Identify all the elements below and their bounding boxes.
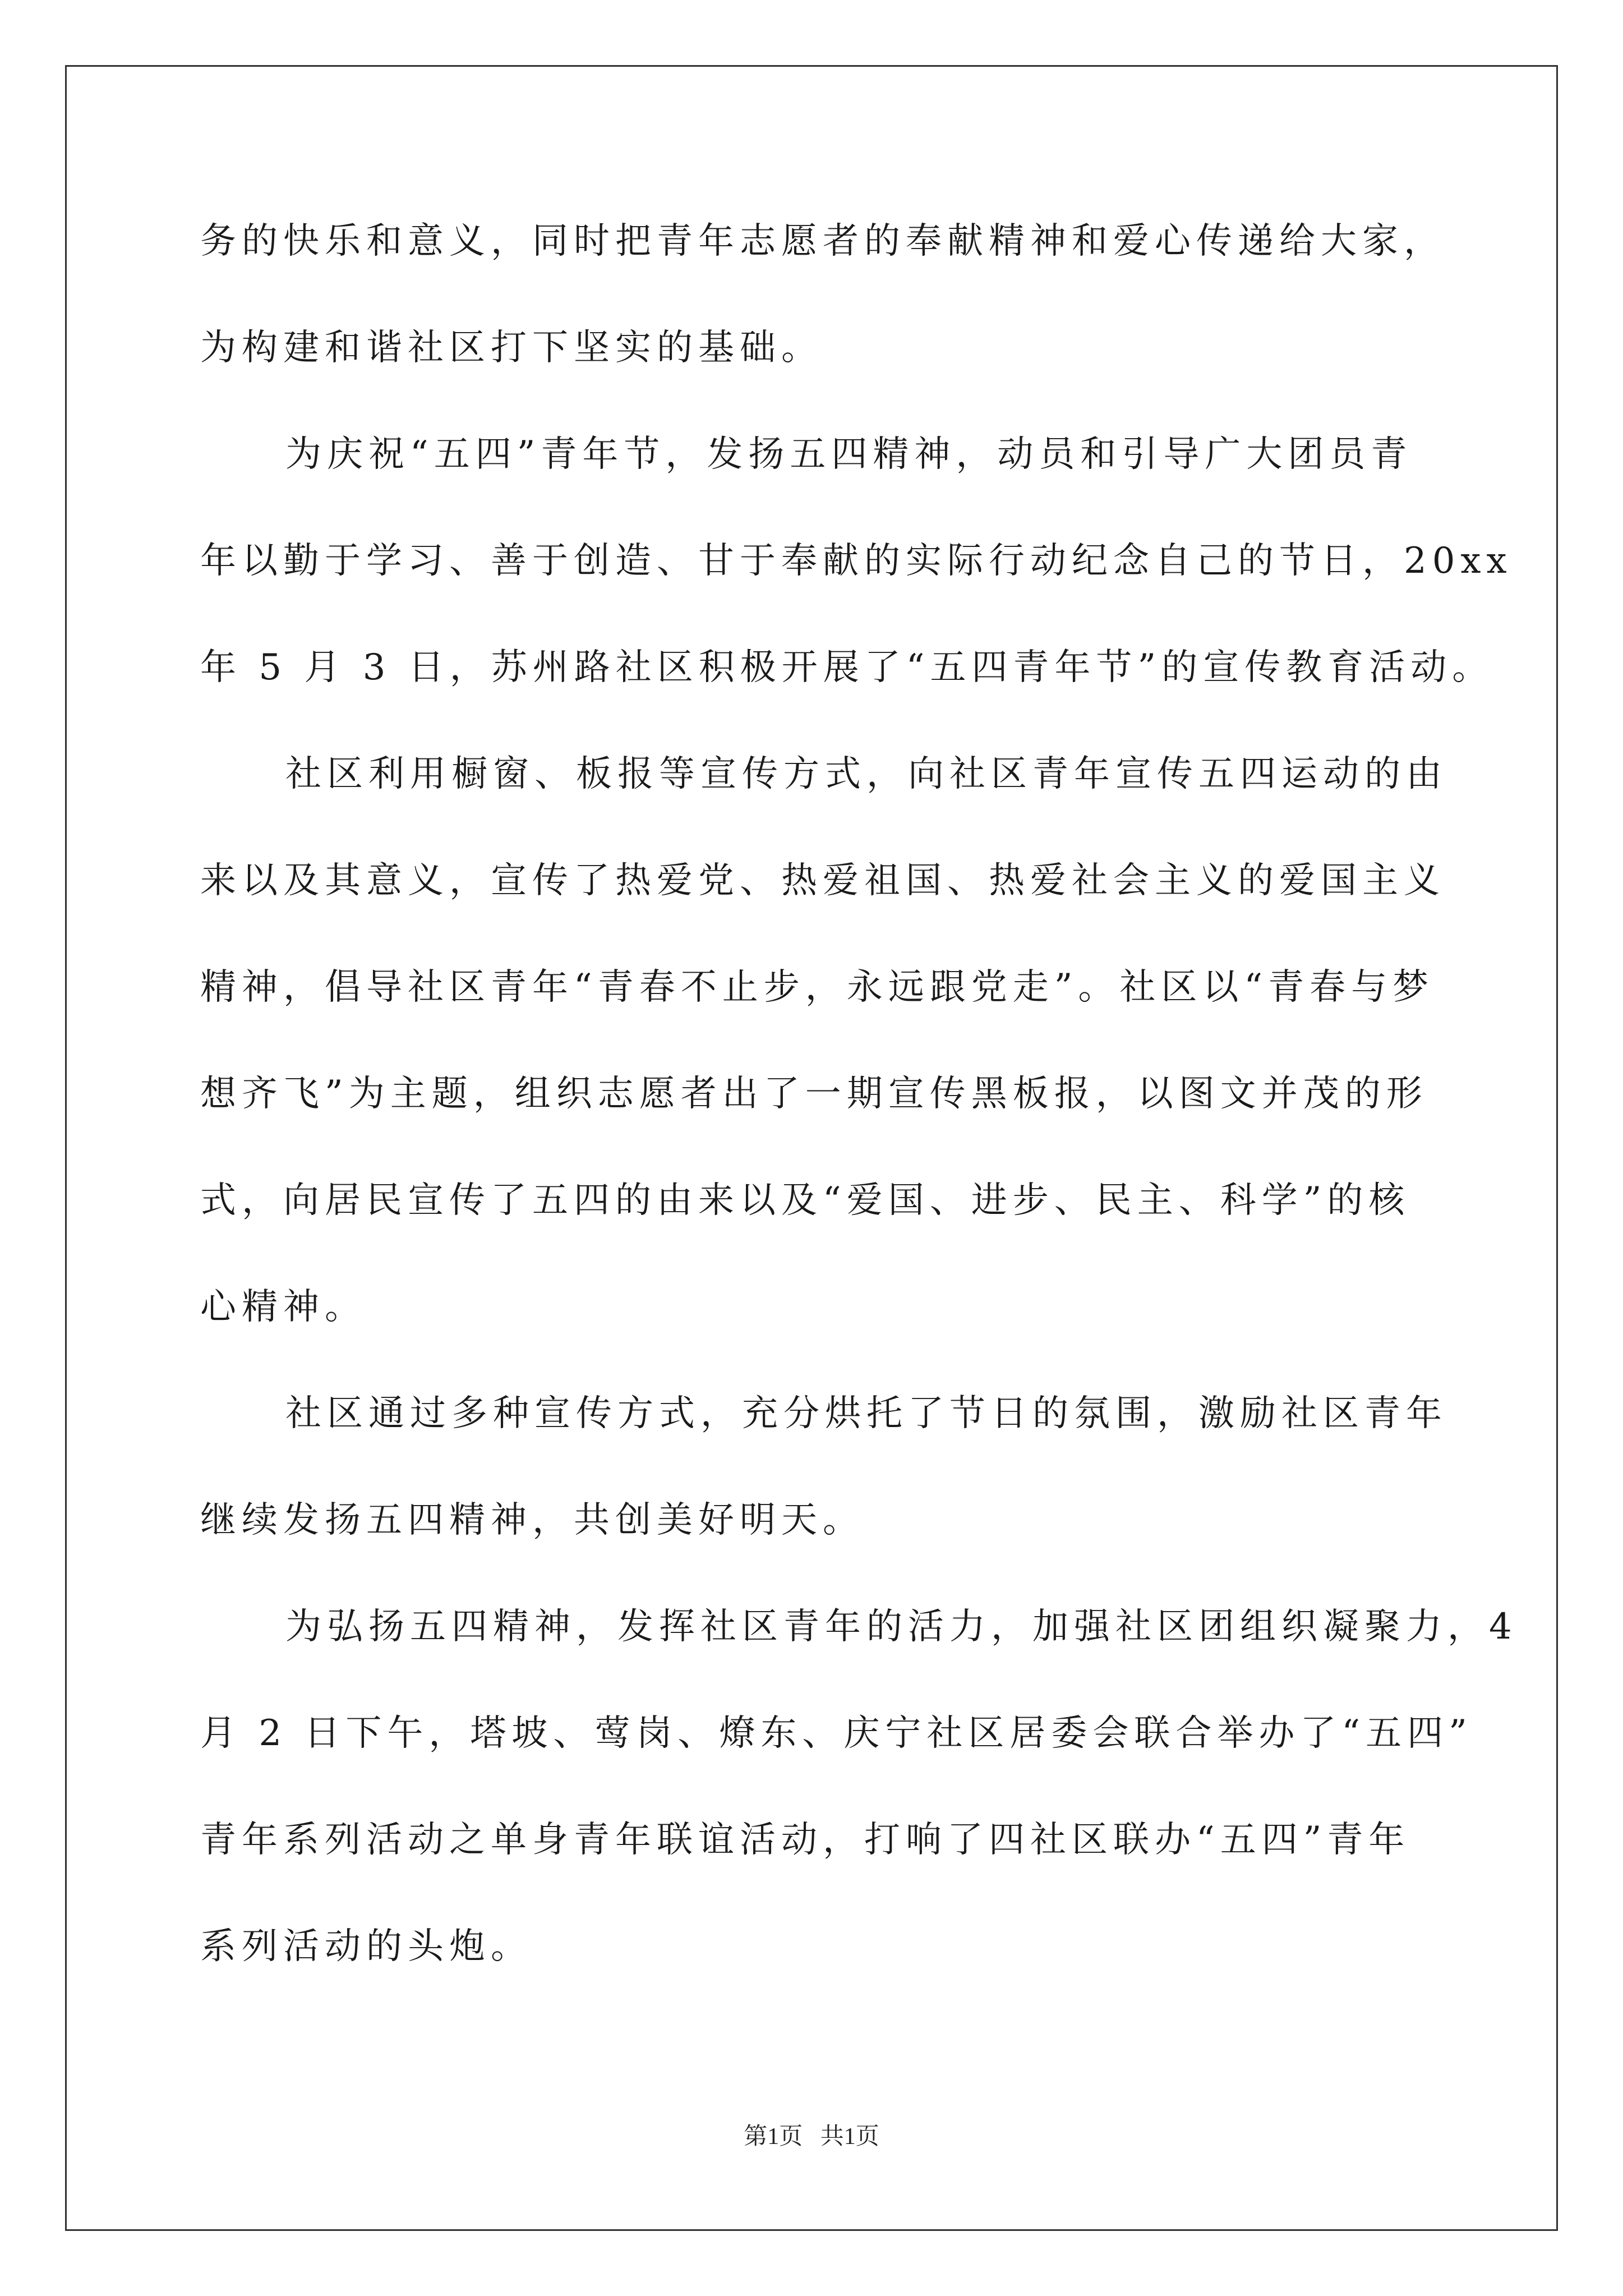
paragraph-start: 为庆祝“五四”青年节，发扬五四精神，动员和引导广大团员青: [285, 434, 1413, 475]
text-line: 式，向居民宣传了五四的由来以及“爱国、进步、民主、科学”的核: [200, 1180, 1410, 1221]
text-line: 为构建和谐社区打下坚实的基础。: [200, 327, 823, 369]
page-border: [65, 65, 1558, 2231]
text-line: 年 5 月 3 日，苏州路社区积极开展了“五四青年节”的宣传教育活动。: [200, 647, 1494, 688]
text-line: 想齐飞”为主题，组织志愿者出了一期宣传黑板报，以图文并茂的形: [200, 1073, 1428, 1115]
text-line: 年以勤于学习、善于创造、甘于奉献的实际行动纪念自己的节日，20xx: [200, 540, 1513, 582]
text-line: 精神，倡导社区青年“青春不止步，永远跟党走”。社区以“青春与梦: [200, 967, 1435, 1008]
text-line: 月 2 日下午，塔坡、莺岗、燎东、庆宁社区居委会联合举办了“五四”: [200, 1713, 1473, 1754]
text-line: 继续发扬五四精神，共创美好明天。: [200, 1499, 864, 1541]
text-line: 来以及其意义，宣传了热爱党、热爱祖国、热爱社会主义的爱国主义: [200, 860, 1445, 901]
text-line: 系列活动的头炮。: [200, 1926, 532, 1967]
text-line: 务的快乐和意义，同时把青年志愿者的奉献精神和爱心传递给大家，: [200, 220, 1445, 262]
paragraph-start: 为弘扬五四精神，发挥社区青年的活力，加强社区团组织凝聚力，4: [285, 1606, 1518, 1648]
paragraph-start: 社区利用橱窗、板报等宣传方式，向社区青年宣传五四运动的由: [285, 753, 1447, 795]
text-line: 青年系列活动之单身青年联谊活动，打响了四社区联办“五四”青年: [200, 1819, 1410, 1861]
text-line: 心精神。: [200, 1286, 366, 1328]
page-number-footer: 第1页 共1页: [744, 2124, 879, 2150]
paragraph-start: 社区通过多种宣传方式，充分烘托了节日的氛围，激励社区青年: [285, 1393, 1447, 1434]
